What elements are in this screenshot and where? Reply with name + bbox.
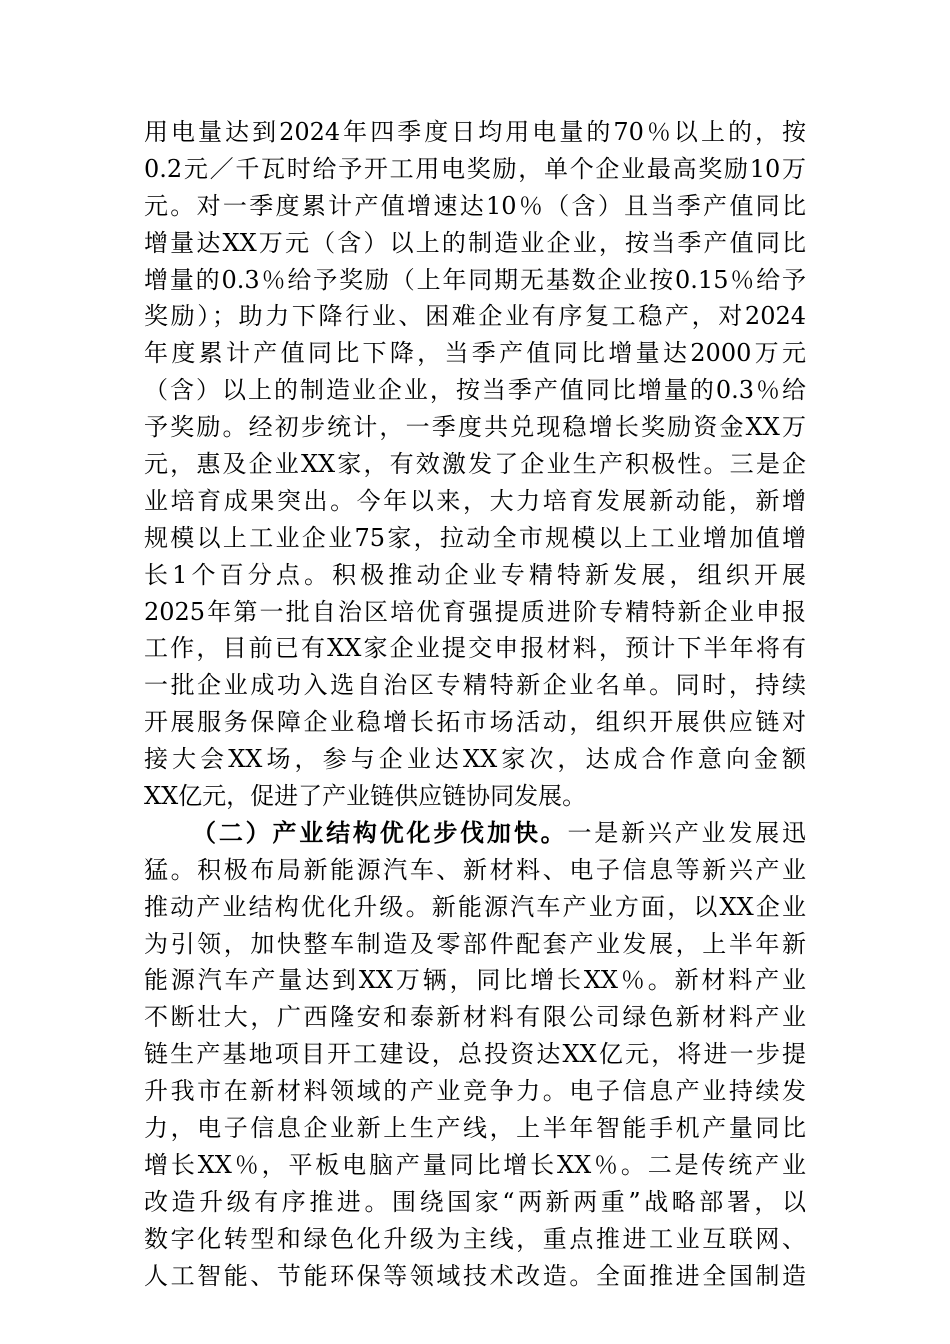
body-line: 长1个百分点。积极推动企业专精特新发展，组织开展 (144, 560, 806, 589)
body-line: 力，电子信息企业新上生产线，上半年智能手机产量同比 (144, 1114, 806, 1143)
body-line: 数字化转型和绿色化升级为主线，重点推进工业互联网、 (144, 1224, 806, 1253)
body-line: 能源汽车产量达到XX万辆，同比增长XX％。新材料产业 (144, 966, 806, 995)
body-line: 2025年第一批自治区培优育强提质进阶专精特新企业申报 (144, 597, 806, 626)
body-line: 猛。积极布局新能源汽车、新材料、电子信息等新兴产业 (144, 855, 806, 884)
body-line: 开展服务保障企业稳增长拓市场活动，组织开展供应链对 (144, 708, 806, 737)
body-line: 元。对一季度累计产值增速达10％（含）且当季产值同比 (144, 191, 806, 220)
section-2-first-line (144, 815, 806, 852)
document-body (144, 114, 806, 1295)
body-line: 链生产基地项目开工建设，总投资达XX亿元，将进一步提 (144, 1040, 806, 1069)
body-line: 规模以上工业企业75家，拉动全市规模以上工业增加值增 (144, 523, 806, 552)
body-line: 推动产业结构优化升级。新能源汽车产业方面，以XX企业 (144, 892, 806, 921)
body-line: 年度累计产值同比下降，当季产值同比增量达2000万元 (144, 339, 806, 368)
body-line: 为引领，加快整车制造及零部件配套产业发展，上半年新 (144, 929, 806, 958)
body-line: 不断壮大，广西隆安和泰新材料有限公司绿色新材料产业 (144, 1003, 806, 1032)
body-line: 工作，目前已有XX家企业提交申报材料，预计下半年将有 (144, 634, 806, 663)
body-line: 人工智能、节能环保等领域技术改造。全面推进全国制造 (144, 1261, 806, 1290)
body-line: 一批企业成功入选自治区专精特新企业名单。同时，持续 (144, 671, 806, 700)
body-line: 元，惠及企业XX家，有效激发了企业生产积极性。三是企 (144, 450, 806, 479)
body-line: 改造升级有序推进。围绕国家“两新两重”战略部署，以 (144, 1187, 806, 1216)
body-line: 升我市在新材料领域的产业竞争力。电子信息产业持续发 (144, 1077, 806, 1106)
body-line: 接大会XX场，参与企业达XX家次，达成合作意向金额 (144, 745, 806, 774)
body-line: 增量的0.3％给予奖励（上年同期无基数企业按0.15％给予 (144, 265, 806, 294)
body-line: （含）以上的制造业企业，按当季产值同比增量的0.3％给 (144, 376, 806, 405)
body-line: 业培育成果突出。今年以来，大力培育发展新动能，新增 (144, 486, 806, 515)
body-line: 增量达XX万元（含）以上的制造业企业，按当季产值同比 (144, 228, 806, 257)
section-2-heading: （二）产业结构优化步伐加快。 (192, 817, 568, 847)
body-line: 增长XX％，平板电脑产量同比增长XX％。二是传统产业 (144, 1150, 806, 1179)
body-line: 用电量达到2024年四季度日均用电量的70％以上的，按 (144, 118, 806, 146)
body-line: 奖励）；助力下降行业、困难企业有序复工稳产，对2024 (144, 302, 806, 331)
paragraph-end-line: XX亿元，促进了产业链供应链协同发展。 (144, 782, 587, 811)
body-line: 予奖励。经初步统计，一季度共兑现稳增长奖励资金XX万 (144, 413, 806, 442)
body-line: 0.2元／千瓦时给予开工用电奖励，单个企业最高奖励10万 (144, 154, 806, 183)
section-2-first-line-text: 一是新兴产业发展迅 (567, 818, 807, 847)
